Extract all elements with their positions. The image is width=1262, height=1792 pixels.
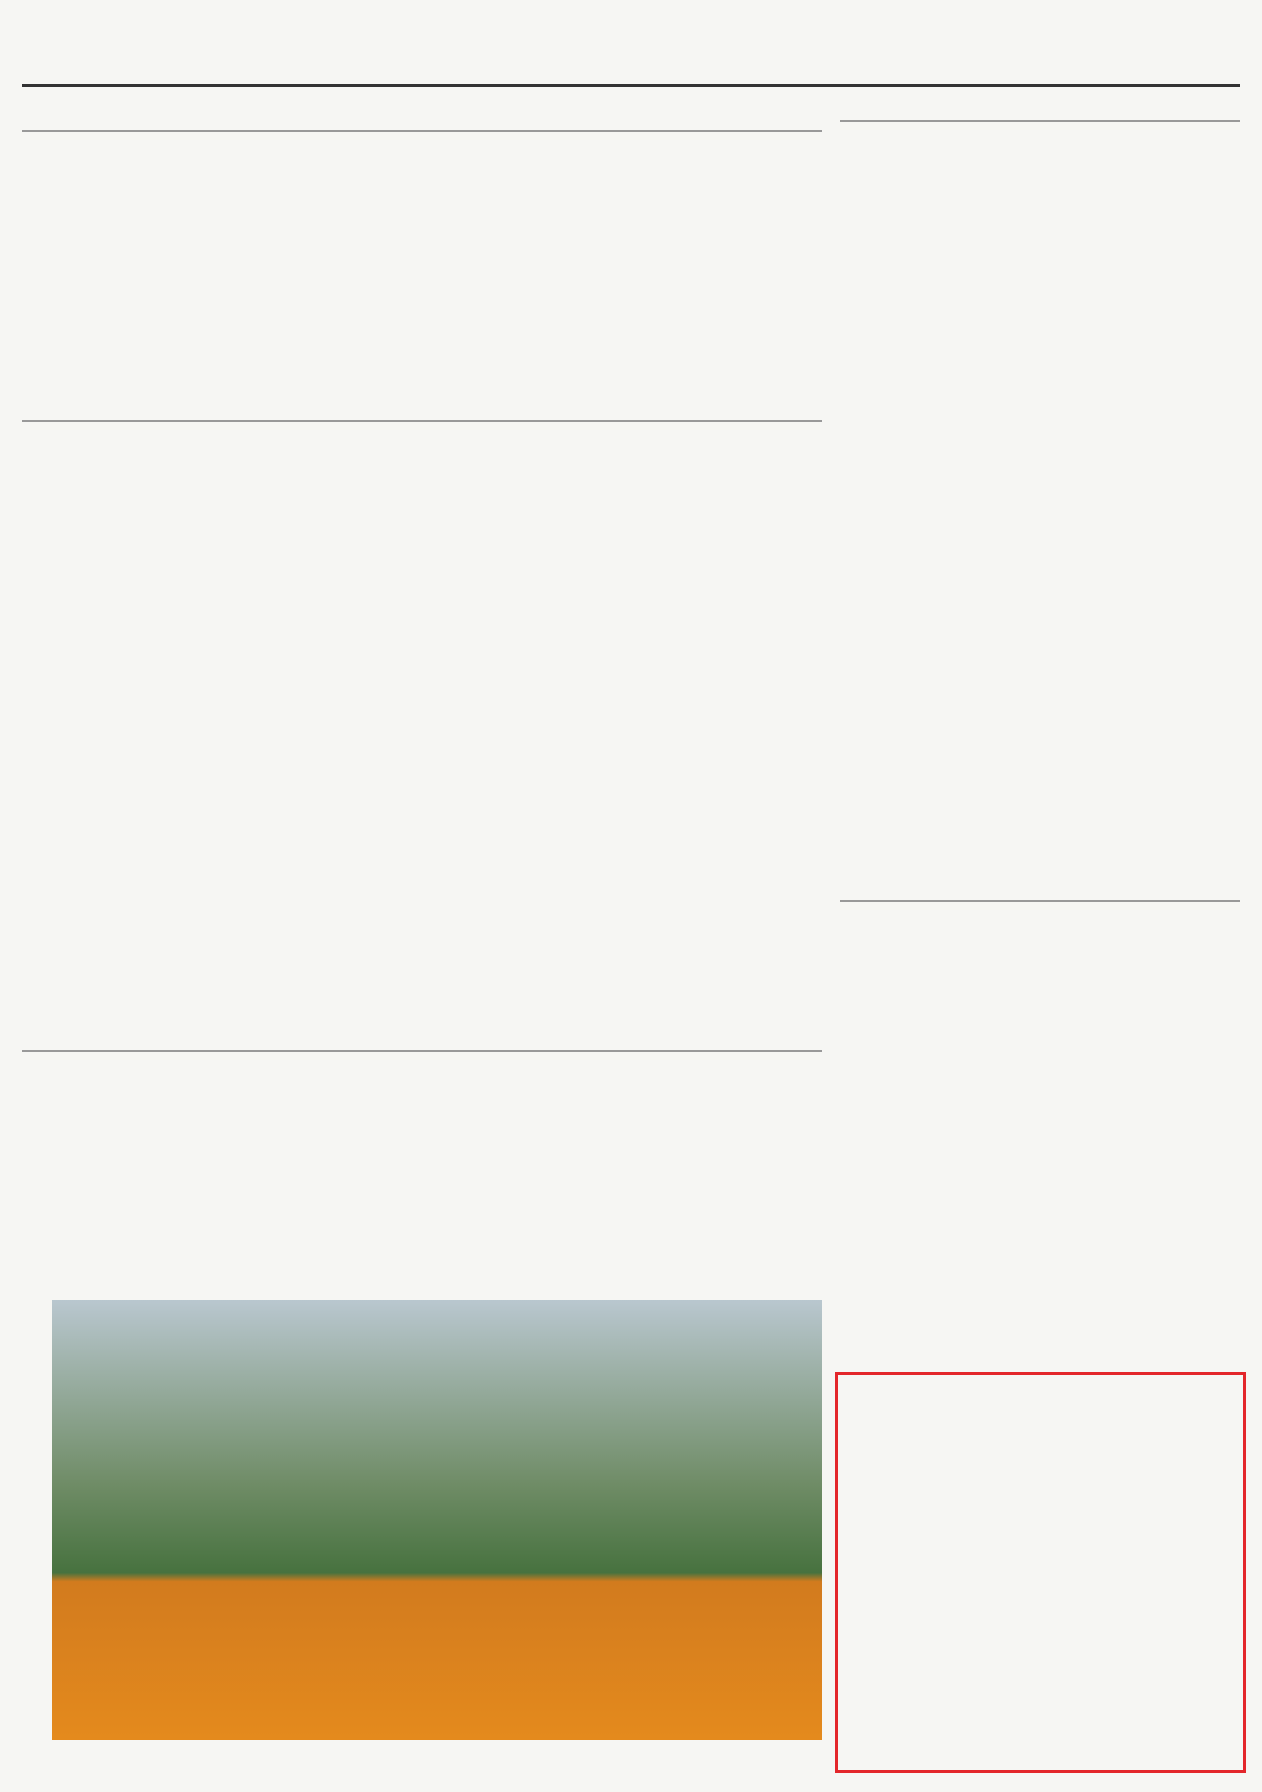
masthead [22,30,1240,87]
article-region-top-left [22,130,822,392]
photo-caption [52,1744,822,1768]
highlighted-article-frame [835,1372,1246,1773]
article-region-lower-left [22,1050,822,1282]
photo [52,1300,822,1740]
article-region-middle-left [22,420,822,1032]
article-region-right-middle [840,900,1240,1342]
article-region-right-top [840,120,1240,882]
